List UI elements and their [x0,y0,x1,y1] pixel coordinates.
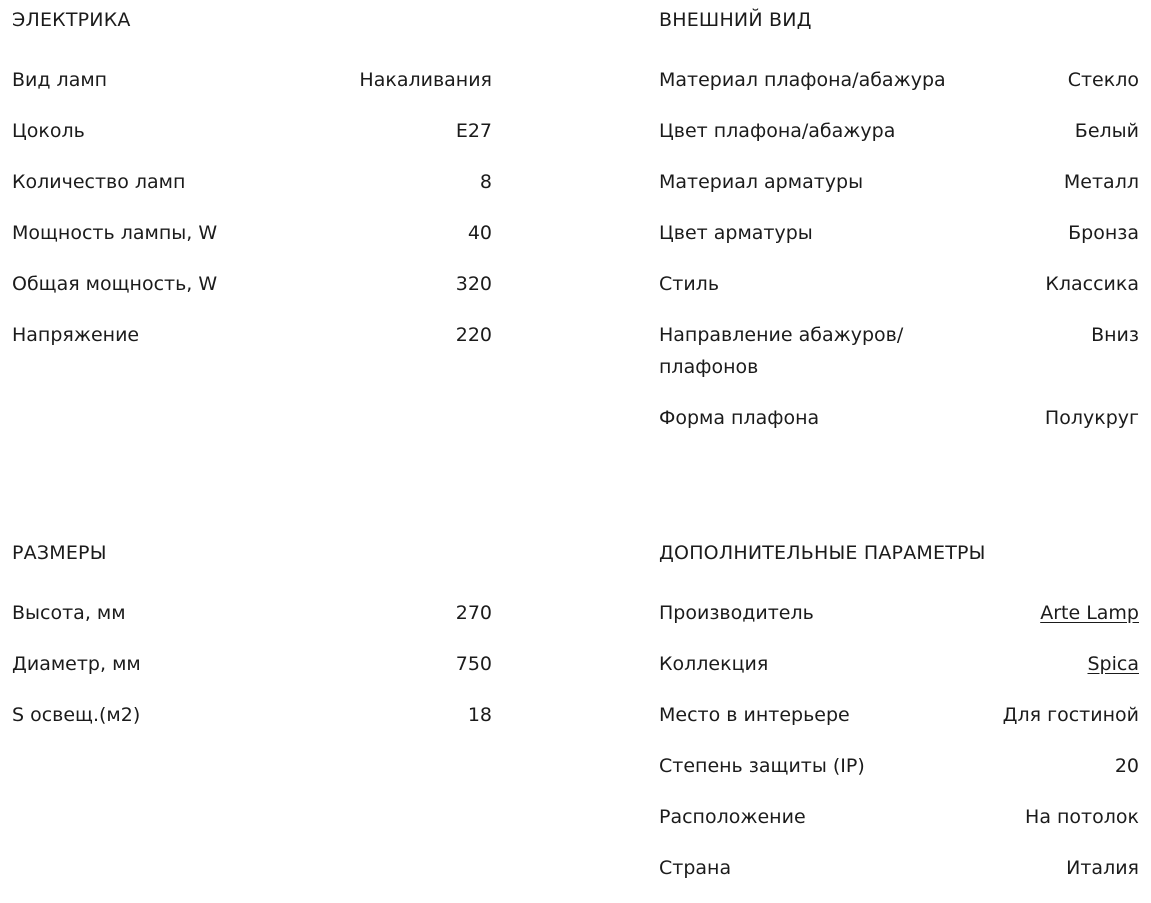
spec-value: Полукруг [1044,407,1139,429]
spec-row [12,699,492,731]
spec-label: Стиль [659,273,720,295]
spec-row [659,852,1139,884]
spec-row [659,268,1139,300]
spec-row [659,64,1139,96]
spec-value: Накаливания [359,69,492,91]
spec-row [12,64,492,96]
spec-value: Италия [1066,857,1139,879]
spec-label: Место в интерьере [659,704,850,726]
spec-value: 20 [1114,755,1139,777]
spec-row [12,319,492,351]
spec-row [12,597,492,629]
spec-row [659,115,1139,147]
spec-row [659,319,1139,383]
spec-row [659,402,1139,434]
spec-list [659,64,1139,434]
section-title: ВНЕШНИЙ ВИД [659,9,812,31]
spec-value: 320 [455,273,492,295]
spec-value: 270 [455,602,492,624]
spec-label: Направление абажуров/ плафонов [659,324,904,378]
spec-label: Материал арматуры [659,171,864,193]
spec-value: Вниз [1091,324,1139,346]
spec-row [659,648,1139,680]
spec-value: Металл [1063,171,1139,193]
spec-label: Напряжение [12,324,140,346]
spec-label: Расположение [659,806,806,828]
spec-value: Бронза [1068,222,1139,244]
spec-label: Степень защиты (IP) [659,755,865,777]
spec-row [12,268,492,300]
spec-label: Производитель [659,602,814,624]
spec-value: 8 [479,171,492,193]
spec-value: 40 [467,222,492,244]
spec-label: Вид ламп [12,69,108,91]
electric-section [12,0,492,370]
spec-value: 18 [467,704,492,726]
spec-row [12,217,492,249]
spec-value: E27 [455,120,492,142]
spec-value: Классика [1045,273,1139,295]
spec-label: Цвет арматуры [659,222,813,244]
spec-label: Высота, мм [12,602,126,624]
spec-label: Цоколь [12,120,85,142]
manufacturer-link[interactable]: Arte Lamp [1040,602,1139,624]
additional-params-section [659,533,1139,903]
section-title: РАЗМЕРЫ [12,542,107,564]
section-title: ЭЛЕКТРИКА [12,9,131,31]
spec-value: На потолок [1025,806,1139,828]
spec-row [659,801,1139,833]
spec-label: S освещ.(м2) [12,704,141,726]
spec-list [12,597,492,731]
spec-label: Форма плафона [659,407,820,429]
spec-row [659,750,1139,782]
spec-value: Стекло [1067,69,1139,91]
spec-row [12,648,492,680]
spec-value: 220 [455,324,492,346]
spec-row [659,217,1139,249]
spec-list [659,597,1139,884]
spec-label: Материал плафона/абажура [659,69,946,91]
spec-label: Цвет плафона/абажура [659,120,896,142]
spec-label: Мощность лампы, W [12,222,218,244]
spec-list [12,64,492,351]
appearance-section [659,0,1139,453]
spec-row [659,597,1139,629]
spec-value: Для гостиной [1002,704,1139,726]
spec-label: Страна [659,857,732,879]
spec-row [659,166,1139,198]
spec-row [12,115,492,147]
spec-label: Общая мощность, W [12,273,218,295]
spec-row [12,166,492,198]
spec-value: 750 [455,653,492,675]
spec-row [659,699,1139,731]
spec-label: Коллекция [659,653,769,675]
spec-label: Диаметр, мм [12,653,141,675]
collection-link[interactable]: Spica [1087,653,1139,675]
spec-value: Белый [1074,120,1139,142]
dimensions-section [12,533,492,750]
spec-label: Количество ламп [12,171,186,193]
section-title: ДОПОЛНИТЕЛЬНЫЕ ПАРАМЕТРЫ [659,542,986,564]
